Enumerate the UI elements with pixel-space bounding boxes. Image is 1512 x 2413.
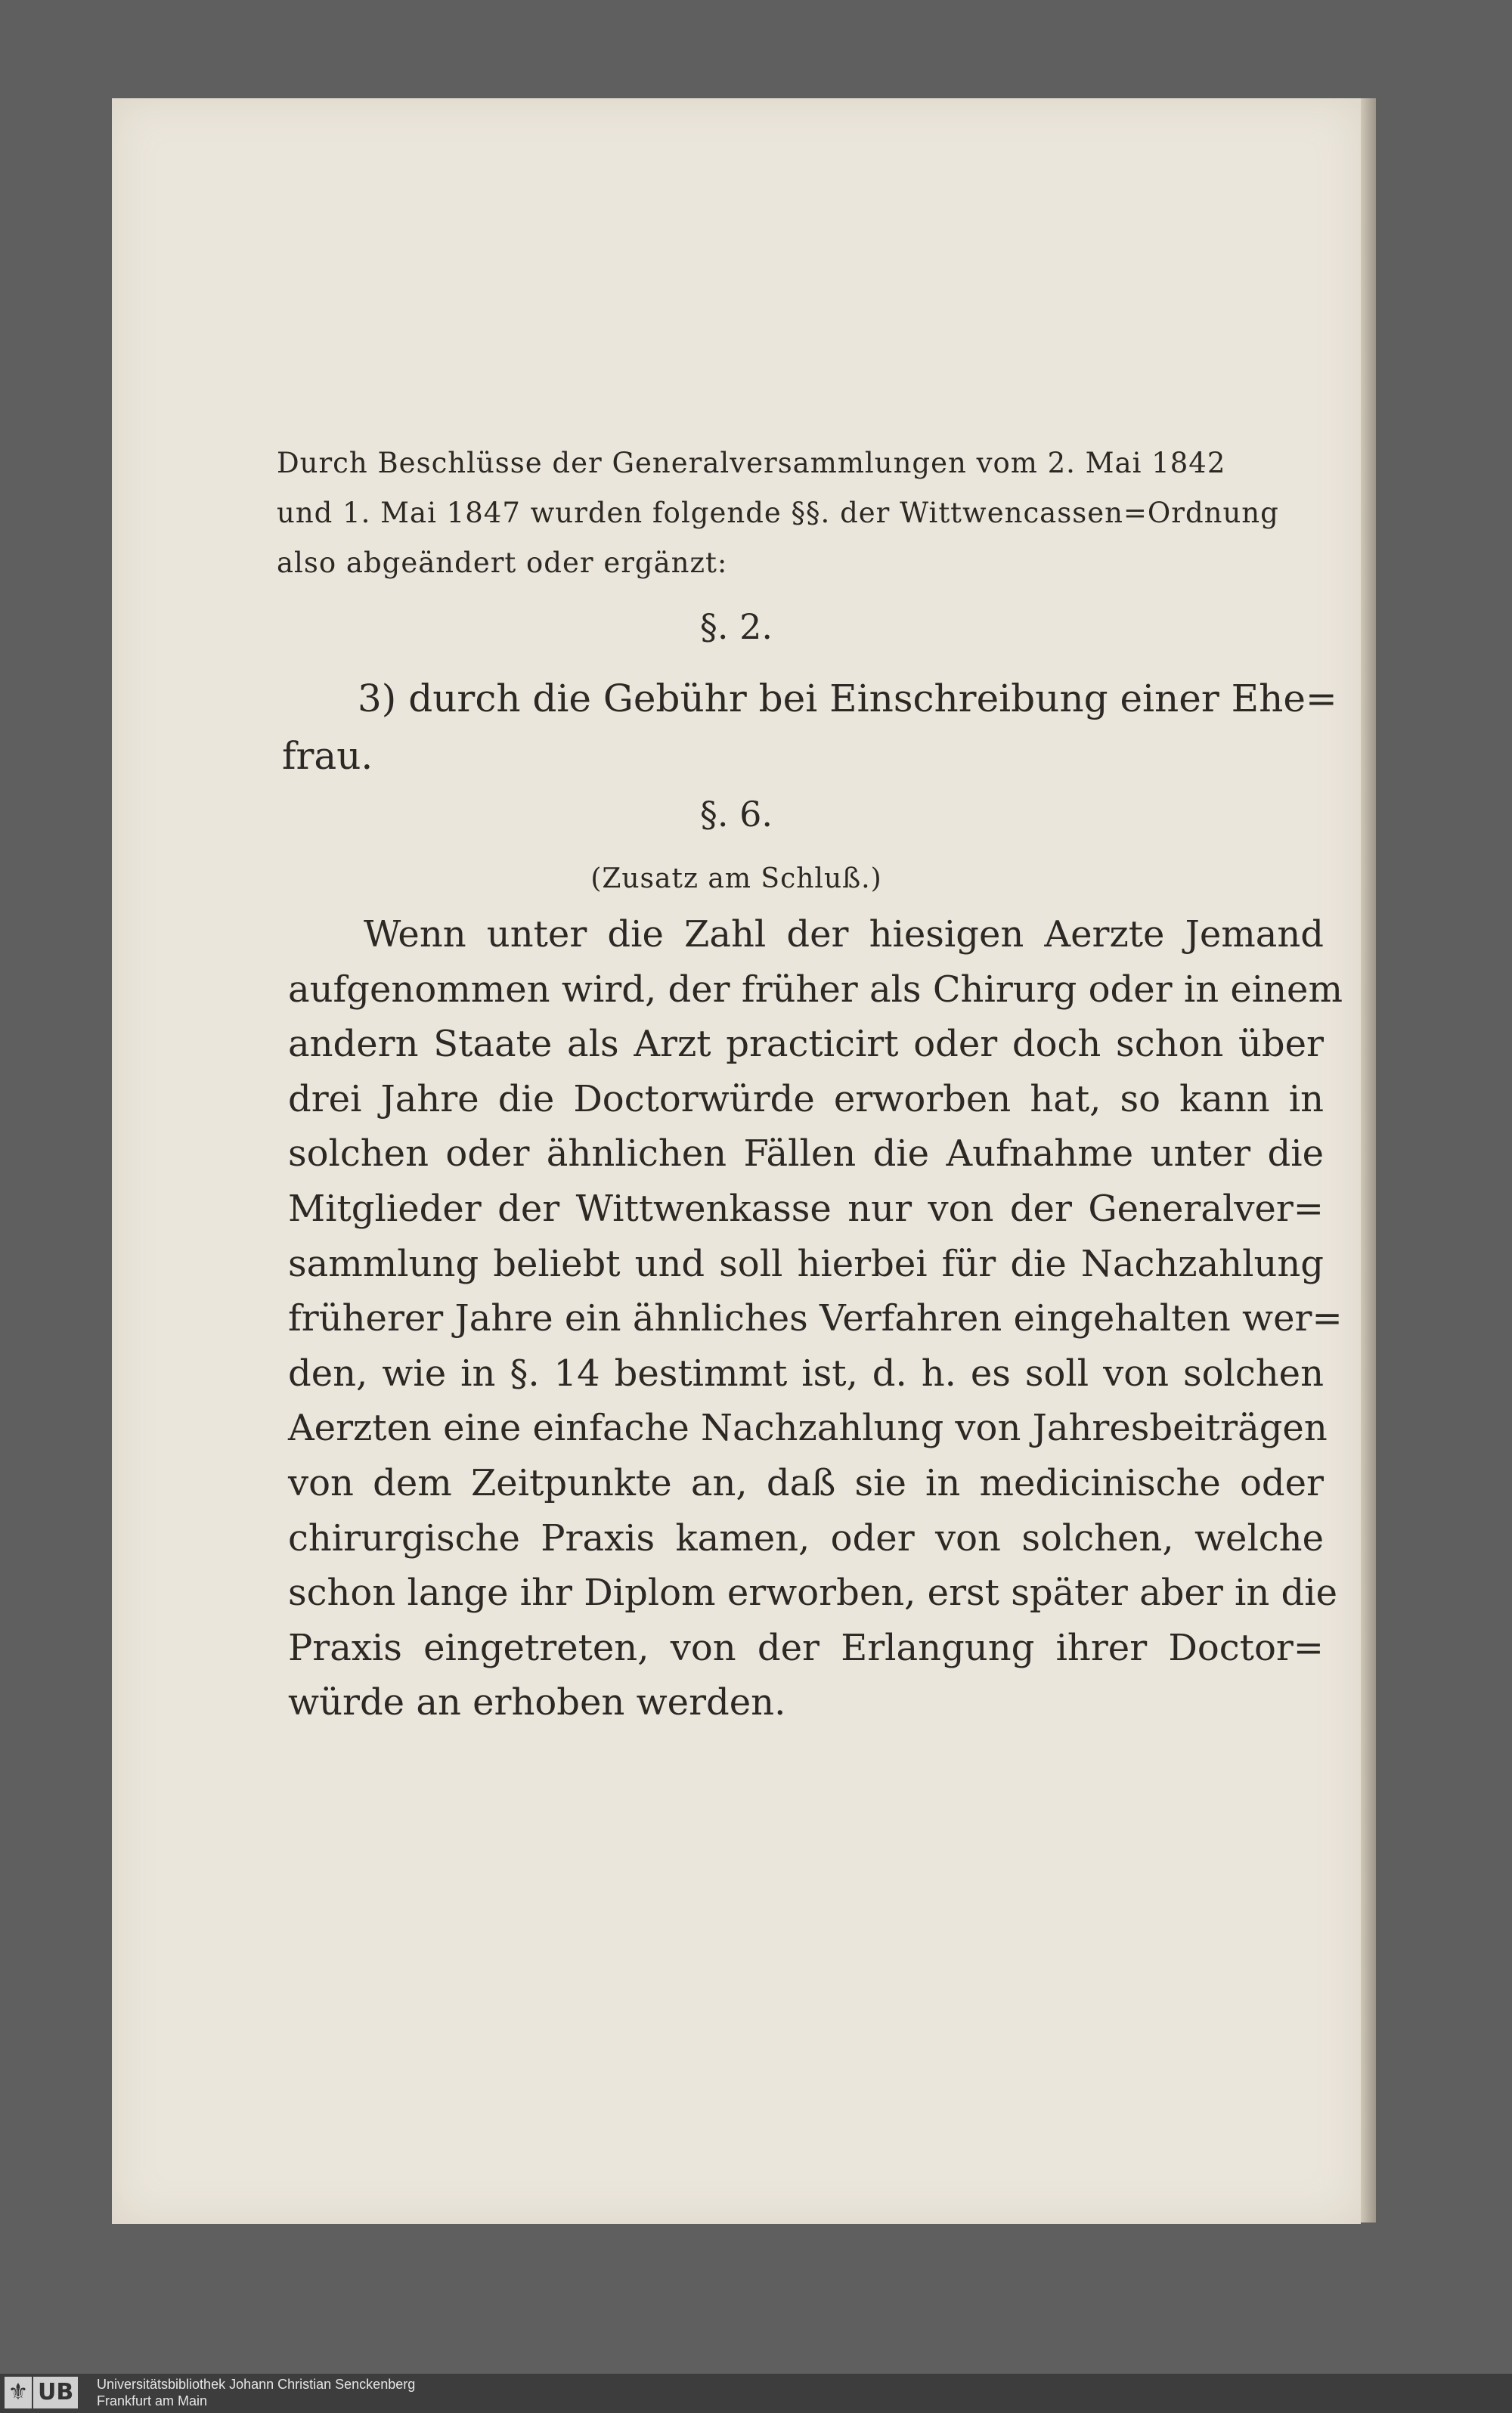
- body-line: aufgenommen wird, der früher als Chirurg oder in einem: [288, 968, 1343, 1011]
- body-line: den, wie in §. 14 bestimmt ist, d. h. es soll von solchen: [288, 1352, 1324, 1395]
- section-2-clause: [282, 670, 1337, 785]
- body-line: sammlung beliebt und soll hierbei für die Nachzahlung: [288, 1242, 1324, 1285]
- body-line: von dem Zeitpunkte an, daß sie in medicinische oder: [288, 1461, 1324, 1504]
- library-credit: [97, 2376, 415, 2409]
- body-line: solchen oder ähnlichen Fällen die Aufnahme unter die: [288, 1132, 1324, 1176]
- body-line: drei Jahre die Doctorwürde erworben hat, so kann in: [288, 1077, 1324, 1120]
- body-line: andern Staate als Arzt practicirt oder doch schon über: [288, 1023, 1324, 1066]
- library-city: Frankfurt am Main: [97, 2393, 208, 2408]
- library-name: Universitätsbibliothek Johann Christian Senckenberg: [97, 2377, 416, 2392]
- ub-logo: [5, 2375, 78, 2410]
- body-line: Wenn unter die Zahl der hiesigen Aerzte Jemand: [364, 913, 1324, 956]
- intro-paragraph: [277, 438, 1320, 588]
- page-edge-shadow: [1361, 98, 1376, 2222]
- body-line: Aerzten eine einfache Nachzahlung von Jahresbeiträgen: [288, 1407, 1328, 1450]
- section-2-heading: §. 2.: [699, 606, 773, 647]
- body-line: Mitglieder der Wittwenkasse nur von der Generalver=: [288, 1187, 1324, 1230]
- ub-logo-text: UB: [33, 2377, 78, 2408]
- body-line: früherer Jahre ein ähnliches Verfahren eingehalten wer=: [288, 1297, 1343, 1340]
- body-line: würde an erhoben werden.: [288, 1681, 786, 1724]
- body-line: Praxis eingetreten, von der Erlangung ihrer Doctor=: [288, 1626, 1324, 1669]
- section-6-body: [288, 907, 1343, 1730]
- body-line: chirurgische Praxis kamen, oder von solchen, welche: [288, 1516, 1324, 1560]
- clause-line: frau.: [282, 734, 373, 778]
- intro-line: Durch Beschlüsse der Generalversammlungen vom 2. Mai 1842: [277, 447, 1226, 479]
- clause-line: 3) durch die Gebühr bei Einschreibung einer Ehe=: [358, 677, 1337, 720]
- document-page: [112, 98, 1361, 2224]
- library-emblem-icon: ⚜: [5, 2377, 32, 2408]
- body-line: schon lange ihr Diplom erworben, erst später aber in die: [288, 1572, 1338, 1615]
- section-6-heading: §. 6.: [699, 794, 773, 835]
- intro-line: also abgeändert oder ergänzt:: [277, 547, 728, 579]
- section-6-subheading: (Zusatz am Schluß.): [590, 863, 882, 894]
- intro-line: und 1. Mai 1847 wurden folgende §§. der Wittwencassen=Ordnung: [277, 497, 1279, 529]
